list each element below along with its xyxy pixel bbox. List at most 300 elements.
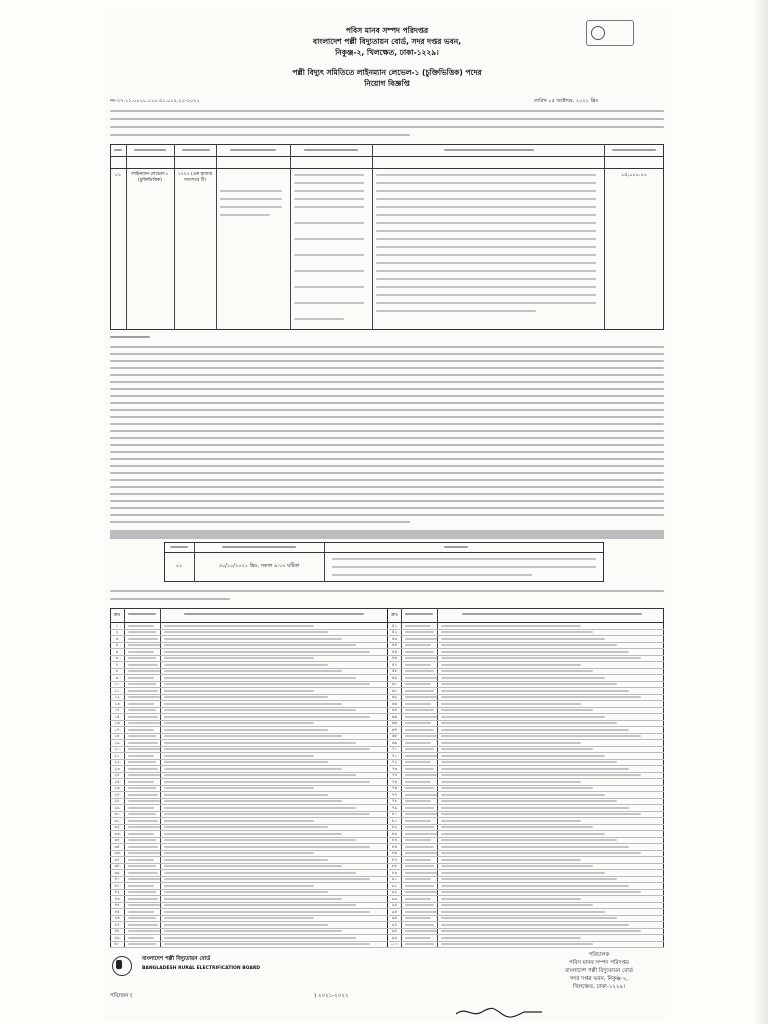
memo-number: নং-২৭.১২.০০০০.১১০.৩১.০১২.২১-২০২১ bbox=[110, 98, 200, 104]
district-name bbox=[128, 625, 154, 627]
district-serial-left: ৯ bbox=[115, 674, 119, 680]
district-name bbox=[128, 748, 160, 750]
district-serial-left: ১৬ bbox=[114, 720, 120, 725]
district-pbs-name bbox=[164, 898, 342, 900]
district-serial-right: ৫৬ bbox=[391, 655, 398, 660]
district-name bbox=[128, 794, 158, 796]
footer-ref: পবি/জন ( bbox=[110, 993, 133, 999]
row-divider bbox=[110, 733, 664, 734]
district-name bbox=[405, 709, 434, 711]
district-pbs-name bbox=[441, 631, 593, 633]
district-serial-right: ৬১ bbox=[391, 687, 398, 693]
row-divider bbox=[110, 713, 664, 714]
district-pbs-name bbox=[164, 761, 328, 763]
district-pbs-name bbox=[441, 872, 605, 874]
district-pbs-name bbox=[164, 852, 314, 854]
district-serial-left: ৩২ bbox=[114, 824, 120, 829]
district-serial-left: ১৭ bbox=[114, 726, 120, 732]
district-pbs-name bbox=[164, 839, 356, 841]
district-pbs-name bbox=[164, 631, 328, 633]
district-serial-left: ২৩ bbox=[114, 765, 120, 771]
director-address-2: খিলক্ষেত, ঢাকা-১২২৯। bbox=[573, 984, 625, 990]
row-divider bbox=[110, 908, 664, 909]
district-name bbox=[405, 891, 437, 893]
district-name bbox=[405, 924, 434, 926]
district-pbs-name bbox=[441, 729, 629, 731]
district-pbs-name bbox=[164, 638, 342, 640]
district-serial-right: ৬৫ bbox=[391, 713, 398, 719]
district-pbs-name bbox=[441, 683, 617, 685]
org-line-1: পবিস মানব সম্পদ পরিদপ্তর bbox=[345, 26, 429, 35]
district-serial-left: ৩০ bbox=[114, 811, 120, 816]
district-serial-left: ৩৩ bbox=[114, 830, 120, 836]
district-pbs-name bbox=[441, 924, 629, 926]
district-serial-right: ৯৪ bbox=[391, 902, 398, 907]
district-pbs-name bbox=[164, 716, 370, 718]
district-name bbox=[128, 898, 158, 900]
district-name bbox=[128, 813, 156, 815]
district-name bbox=[405, 911, 437, 913]
district-pbs-name bbox=[441, 833, 605, 835]
district-name bbox=[405, 865, 434, 867]
row-divider bbox=[110, 824, 664, 825]
district-name bbox=[128, 911, 154, 913]
district-name bbox=[128, 872, 158, 874]
district-name bbox=[405, 644, 431, 646]
row-divider bbox=[110, 726, 664, 727]
district-name bbox=[405, 742, 431, 744]
district-pbs-name bbox=[164, 690, 314, 692]
district-name bbox=[405, 651, 434, 653]
district-pbs-name bbox=[164, 891, 328, 893]
district-serial-right: ৮৭ bbox=[391, 856, 398, 862]
district-serial-left: ১২ bbox=[114, 694, 120, 699]
district-pbs-name bbox=[441, 755, 605, 757]
district-serial-right: ৬৭ bbox=[391, 726, 398, 732]
row-divider bbox=[110, 804, 664, 805]
district-pbs-name bbox=[164, 677, 356, 679]
district-pbs-name bbox=[441, 898, 581, 900]
district-name bbox=[405, 690, 434, 692]
district-name bbox=[405, 800, 431, 802]
district-name bbox=[405, 898, 431, 900]
district-name bbox=[405, 872, 437, 874]
district-serial-left: ৩৭ bbox=[114, 856, 120, 862]
district-pbs-name bbox=[164, 872, 356, 874]
district-name bbox=[128, 924, 158, 926]
row-divider bbox=[110, 687, 664, 688]
district-name bbox=[128, 826, 160, 828]
district-pbs-name bbox=[441, 917, 617, 919]
org-line-2: বাংলাদেশ পল্লী বিদ্যুতায়ন বোর্ড, সদর দপ্তর ভবন, bbox=[312, 37, 462, 46]
district-pbs-name bbox=[164, 885, 314, 887]
footer-board-en: BANGLADESH RURAL ELECTRIFICATION BOARD bbox=[142, 966, 261, 971]
district-serial-left: ১৪ bbox=[114, 707, 120, 712]
org-line-3: নিকুঞ্জ-২, খিলক্ষেত, ঢাকা-১২২৯। bbox=[335, 48, 439, 57]
row-divider bbox=[110, 655, 664, 656]
district-name bbox=[405, 833, 437, 835]
district-name bbox=[405, 625, 431, 627]
district-pbs-name bbox=[441, 807, 629, 809]
district-serial-left: ৩১ bbox=[114, 817, 120, 823]
row-divider bbox=[110, 856, 664, 857]
district-serial-left: ৭ bbox=[115, 661, 119, 667]
district-pbs-name bbox=[164, 748, 370, 750]
district-name bbox=[128, 885, 154, 887]
district-serial-right: ৫৪ bbox=[391, 642, 398, 647]
district-pbs-name bbox=[441, 644, 617, 646]
district-pbs-name bbox=[164, 943, 370, 945]
district-pbs-name bbox=[164, 709, 356, 711]
district-pbs-name bbox=[441, 826, 593, 828]
district-name bbox=[128, 859, 154, 861]
district-pbs-name bbox=[164, 878, 370, 880]
district-pbs-name bbox=[164, 781, 370, 783]
row-divider bbox=[110, 863, 664, 864]
district-pbs-name bbox=[441, 768, 629, 770]
signature bbox=[454, 1004, 544, 1020]
district-pbs-name bbox=[164, 755, 314, 757]
district-pbs-name bbox=[441, 761, 617, 763]
district-pbs-name bbox=[441, 677, 605, 679]
director-title: পরিচালক bbox=[588, 952, 610, 958]
district-serial-right: ৭৩ bbox=[391, 765, 398, 771]
district-serial-left: ২১ bbox=[114, 752, 120, 758]
district-pbs-name bbox=[441, 930, 641, 932]
district-name bbox=[128, 865, 156, 867]
district-name bbox=[128, 781, 154, 783]
district-serial-right: ৮৯ bbox=[391, 869, 398, 875]
district-serial-left: ৩৯ bbox=[114, 869, 120, 875]
district-pbs-name bbox=[441, 696, 641, 698]
district-name bbox=[128, 651, 154, 653]
district-name bbox=[405, 878, 431, 880]
row-divider bbox=[110, 882, 664, 883]
district-name bbox=[128, 722, 160, 724]
row-divider bbox=[110, 895, 664, 896]
district-serial-right: ৫৩ bbox=[391, 635, 398, 641]
row-divider bbox=[110, 772, 664, 773]
district-serial-right: ৮৬ bbox=[391, 850, 398, 855]
district-serial-left: ৩৮ bbox=[114, 863, 120, 868]
district-serial-right: ৯০ bbox=[391, 876, 398, 881]
row-divider bbox=[110, 798, 664, 799]
district-name bbox=[405, 820, 431, 822]
district-name bbox=[405, 787, 434, 789]
district-pbs-name bbox=[441, 937, 581, 939]
district-pbs-name bbox=[441, 638, 605, 640]
row-divider bbox=[110, 811, 664, 812]
row-divider bbox=[110, 889, 664, 890]
district-name bbox=[405, 937, 431, 939]
district-serial-right: ৬৪ bbox=[391, 707, 398, 712]
district-pbs-name bbox=[441, 664, 581, 666]
row-divider bbox=[110, 681, 664, 682]
district-pbs-name bbox=[441, 794, 605, 796]
district-serial-right: ৬২ bbox=[391, 694, 398, 699]
district-pbs-name bbox=[441, 865, 593, 867]
district-serial-left: ২৭ bbox=[114, 791, 120, 797]
row-divider bbox=[110, 668, 664, 669]
district-name bbox=[128, 917, 156, 919]
district-pbs-name bbox=[441, 774, 641, 776]
district-serial-right: ৫১ bbox=[391, 622, 398, 628]
row-divider bbox=[110, 843, 664, 844]
district-serial-right: ৭০ bbox=[391, 746, 398, 751]
district-serial-left: ১০ bbox=[114, 681, 120, 686]
district-serial-right: ৮১ bbox=[391, 817, 398, 823]
district-name bbox=[128, 742, 158, 744]
district-name bbox=[128, 839, 156, 841]
district-serial-left: ৩৫ bbox=[114, 843, 120, 849]
district-pbs-name bbox=[441, 670, 593, 672]
district-pbs-name bbox=[441, 625, 581, 627]
district-serial-right: ৫২ bbox=[391, 629, 398, 634]
district-serial-right: ৬০ bbox=[391, 681, 398, 686]
district-name bbox=[405, 852, 437, 854]
district-name bbox=[128, 774, 160, 776]
district-serial-left: ৫০ bbox=[114, 941, 120, 946]
district-pbs-name bbox=[441, 748, 593, 750]
district-name bbox=[405, 768, 434, 770]
exam-date-time: ৩০/১০/২০২১ খ্রিঃ, সকাল ৯:০০ ঘটিকা bbox=[218, 563, 300, 569]
district-pbs-name bbox=[164, 911, 370, 913]
district-serial-left: ৪৮ bbox=[114, 928, 120, 933]
row-divider bbox=[110, 921, 664, 922]
district-serial-left: ৪৯ bbox=[114, 934, 120, 940]
district-serial-left: ২৬ bbox=[114, 785, 120, 790]
district-name bbox=[128, 735, 156, 737]
district-name bbox=[128, 807, 154, 809]
memo-date: তারিখ ০৫ অক্টোবর, ২০২১ খ্রিঃ bbox=[534, 98, 599, 104]
district-pbs-name bbox=[441, 787, 593, 789]
district-name bbox=[405, 774, 437, 776]
district-pbs-name bbox=[164, 794, 328, 796]
district-name bbox=[405, 748, 434, 750]
district-pbs-name bbox=[164, 657, 314, 659]
district-pbs-name bbox=[441, 651, 629, 653]
district-name bbox=[128, 664, 158, 666]
district-name bbox=[405, 885, 434, 887]
district-serial-right: ১০০ bbox=[390, 941, 399, 946]
district-pbs-name bbox=[164, 820, 314, 822]
district-name bbox=[128, 768, 158, 770]
district-serial-left: ৩৬ bbox=[114, 850, 120, 855]
district-name bbox=[405, 755, 437, 757]
district-pbs-name bbox=[164, 833, 342, 835]
district-name bbox=[128, 670, 160, 672]
page-edge-shadow bbox=[754, 0, 768, 1024]
district-serial-left: ১১ bbox=[114, 687, 120, 693]
district-pbs-name bbox=[441, 911, 605, 913]
row-divider bbox=[110, 674, 664, 675]
row-divider bbox=[110, 648, 664, 649]
district-pbs-name bbox=[164, 807, 356, 809]
district-pbs-name bbox=[164, 664, 328, 666]
district-serial-right: ৫৮ bbox=[391, 668, 398, 673]
director-address-1: সদর দপ্তর ভবন, নিকুঞ্জ-২, bbox=[569, 976, 629, 982]
district-serial-right: ৭৭ bbox=[391, 791, 398, 797]
district-serial-right: ৭২ bbox=[391, 759, 398, 764]
district-serial-left: ৪১ bbox=[114, 882, 120, 888]
district-serial-right: ৭১ bbox=[391, 752, 398, 758]
row-divider bbox=[110, 876, 664, 877]
row-divider bbox=[110, 902, 664, 903]
post-row-no: ০১ bbox=[114, 172, 122, 178]
district-pbs-name bbox=[164, 787, 314, 789]
district-pbs-name bbox=[441, 703, 581, 705]
district-pbs-name bbox=[164, 930, 342, 932]
row-divider bbox=[110, 629, 664, 630]
district-name bbox=[405, 807, 434, 809]
district-serial-right: ৬৮ bbox=[391, 733, 398, 738]
district-serial-right: ৬৩ bbox=[391, 700, 398, 706]
district-name bbox=[128, 755, 154, 757]
district-pbs-name bbox=[164, 859, 328, 861]
district-pbs-name bbox=[441, 690, 629, 692]
district-serial-right: ৫৫ bbox=[391, 648, 398, 654]
district-serial-right: ৯৫ bbox=[391, 908, 398, 914]
district-pbs-name bbox=[164, 742, 356, 744]
row-divider bbox=[110, 869, 664, 870]
district-serial-left: ৪০ bbox=[114, 876, 120, 881]
district-name bbox=[405, 859, 431, 861]
district-pbs-name bbox=[441, 657, 641, 659]
district-name bbox=[128, 709, 156, 711]
district-serial-left: ৬ bbox=[115, 655, 119, 660]
district-name bbox=[128, 761, 156, 763]
district-pbs-name bbox=[164, 683, 370, 685]
footer-year: ) ২০২১-২০২২ bbox=[314, 993, 349, 999]
district-pbs-name bbox=[441, 891, 641, 893]
footer-board-bn: বাংলাদেশ পল্লী বিদ্যুতায়ন বোর্ড bbox=[142, 956, 211, 962]
district-pbs-name bbox=[164, 826, 328, 828]
district-serial-right: ৭৬ bbox=[391, 785, 398, 790]
district-serial-right: ৮৪ bbox=[391, 837, 398, 842]
district-serial-right: ৮৮ bbox=[391, 863, 398, 868]
district-pbs-name bbox=[164, 735, 342, 737]
district-pbs-name bbox=[164, 768, 342, 770]
district-name bbox=[128, 716, 158, 718]
row-divider bbox=[110, 635, 664, 636]
district-name bbox=[405, 683, 431, 685]
district-header-right: ক্রঃ bbox=[391, 612, 398, 618]
district-name bbox=[128, 677, 154, 679]
district-pbs-name bbox=[164, 865, 342, 867]
row-divider bbox=[110, 752, 664, 753]
district-pbs-name bbox=[441, 813, 641, 815]
district-pbs-name bbox=[441, 800, 617, 802]
district-serial-left: ৪৪ bbox=[114, 902, 120, 907]
exam-row-no: ০১ bbox=[175, 563, 183, 569]
district-name bbox=[128, 696, 160, 698]
district-pbs-name bbox=[441, 885, 629, 887]
district-serial-left: ১৯ bbox=[114, 739, 120, 745]
district-pbs-name bbox=[441, 716, 605, 718]
district-pbs-name bbox=[164, 917, 314, 919]
district-name bbox=[405, 696, 437, 698]
district-name bbox=[405, 657, 437, 659]
row-divider bbox=[110, 817, 664, 818]
row-divider bbox=[110, 720, 664, 721]
district-serial-left: ৪৭ bbox=[114, 921, 120, 927]
district-serial-left: ২২ bbox=[114, 759, 120, 764]
district-serial-right: ৫৯ bbox=[391, 674, 398, 680]
district-name bbox=[128, 878, 160, 880]
district-name bbox=[405, 735, 437, 737]
district-name bbox=[128, 800, 160, 802]
district-pbs-name bbox=[441, 781, 581, 783]
notice-subtitle: নিয়োগ বিজ্ঞপ্তি bbox=[364, 79, 410, 88]
row-divider bbox=[110, 791, 664, 792]
district-name bbox=[405, 846, 434, 848]
district-pbs-name bbox=[441, 735, 641, 737]
district-pbs-name bbox=[441, 742, 581, 744]
district-pbs-name bbox=[441, 846, 629, 848]
director-org: বাংলাদেশ পল্লী বিদ্যুতায়ন বোর্ড bbox=[565, 968, 633, 974]
district-serial-left: ৪৫ bbox=[114, 908, 120, 914]
district-serial-right: ৯৭ bbox=[391, 921, 398, 927]
district-serial-right: ৮৩ bbox=[391, 830, 398, 836]
district-name bbox=[128, 729, 154, 731]
district-serial-right: ৮২ bbox=[391, 824, 398, 829]
district-name bbox=[128, 852, 160, 854]
district-name bbox=[405, 703, 431, 705]
row-divider bbox=[110, 947, 664, 948]
row-divider bbox=[110, 915, 664, 916]
district-name bbox=[405, 638, 437, 640]
district-name bbox=[405, 664, 431, 666]
row-divider bbox=[110, 694, 664, 695]
district-name bbox=[405, 722, 431, 724]
district-name bbox=[405, 670, 434, 672]
district-pbs-name bbox=[441, 709, 593, 711]
exam-section-heading bbox=[110, 530, 664, 539]
district-name bbox=[128, 937, 154, 939]
post-vacancy: ১৭০০ (এক হাজার সাতশত) টি। bbox=[177, 172, 213, 183]
district-serial-right: ৫৭ bbox=[391, 661, 398, 667]
district-serial-right: ৮৫ bbox=[391, 843, 398, 849]
district-name bbox=[405, 631, 434, 633]
district-name bbox=[128, 690, 158, 692]
district-name bbox=[405, 794, 437, 796]
post-name: লাইনম্যান লেভেল-১ (চুক্তিভিত্তিক) bbox=[131, 172, 169, 183]
district-name bbox=[128, 683, 156, 685]
district-serial-right: ৭৪ bbox=[391, 772, 398, 777]
row-divider bbox=[110, 934, 664, 935]
district-name bbox=[405, 904, 434, 906]
notice-title: পল্লী বিদ্যুৎ সমিতিতে লাইনম্যান লেভেল-১ (চুক্তিভিত্তিক) পদের bbox=[292, 68, 482, 77]
district-name bbox=[128, 787, 156, 789]
post-salary: ১৫,০০০.০০ bbox=[621, 172, 647, 178]
district-pbs-name bbox=[441, 943, 593, 945]
district-serial-left: ৪৩ bbox=[114, 895, 120, 901]
district-name bbox=[405, 729, 434, 731]
district-pbs-name bbox=[164, 722, 314, 724]
district-serial-left: ২০ bbox=[114, 746, 120, 751]
row-divider bbox=[110, 759, 664, 760]
district-name bbox=[128, 833, 154, 835]
director-dept: পবিস মানব সম্পদ পরিদপ্তর bbox=[569, 960, 629, 966]
district-pbs-name bbox=[164, 625, 314, 627]
district-pbs-name bbox=[164, 696, 328, 698]
district-pbs-name bbox=[441, 859, 581, 861]
row-divider bbox=[110, 941, 664, 942]
district-serial-right: ৯৮ bbox=[391, 928, 398, 933]
district-pbs-name bbox=[441, 904, 593, 906]
row-divider bbox=[110, 785, 664, 786]
district-serial-right: ৮০ bbox=[391, 811, 398, 816]
